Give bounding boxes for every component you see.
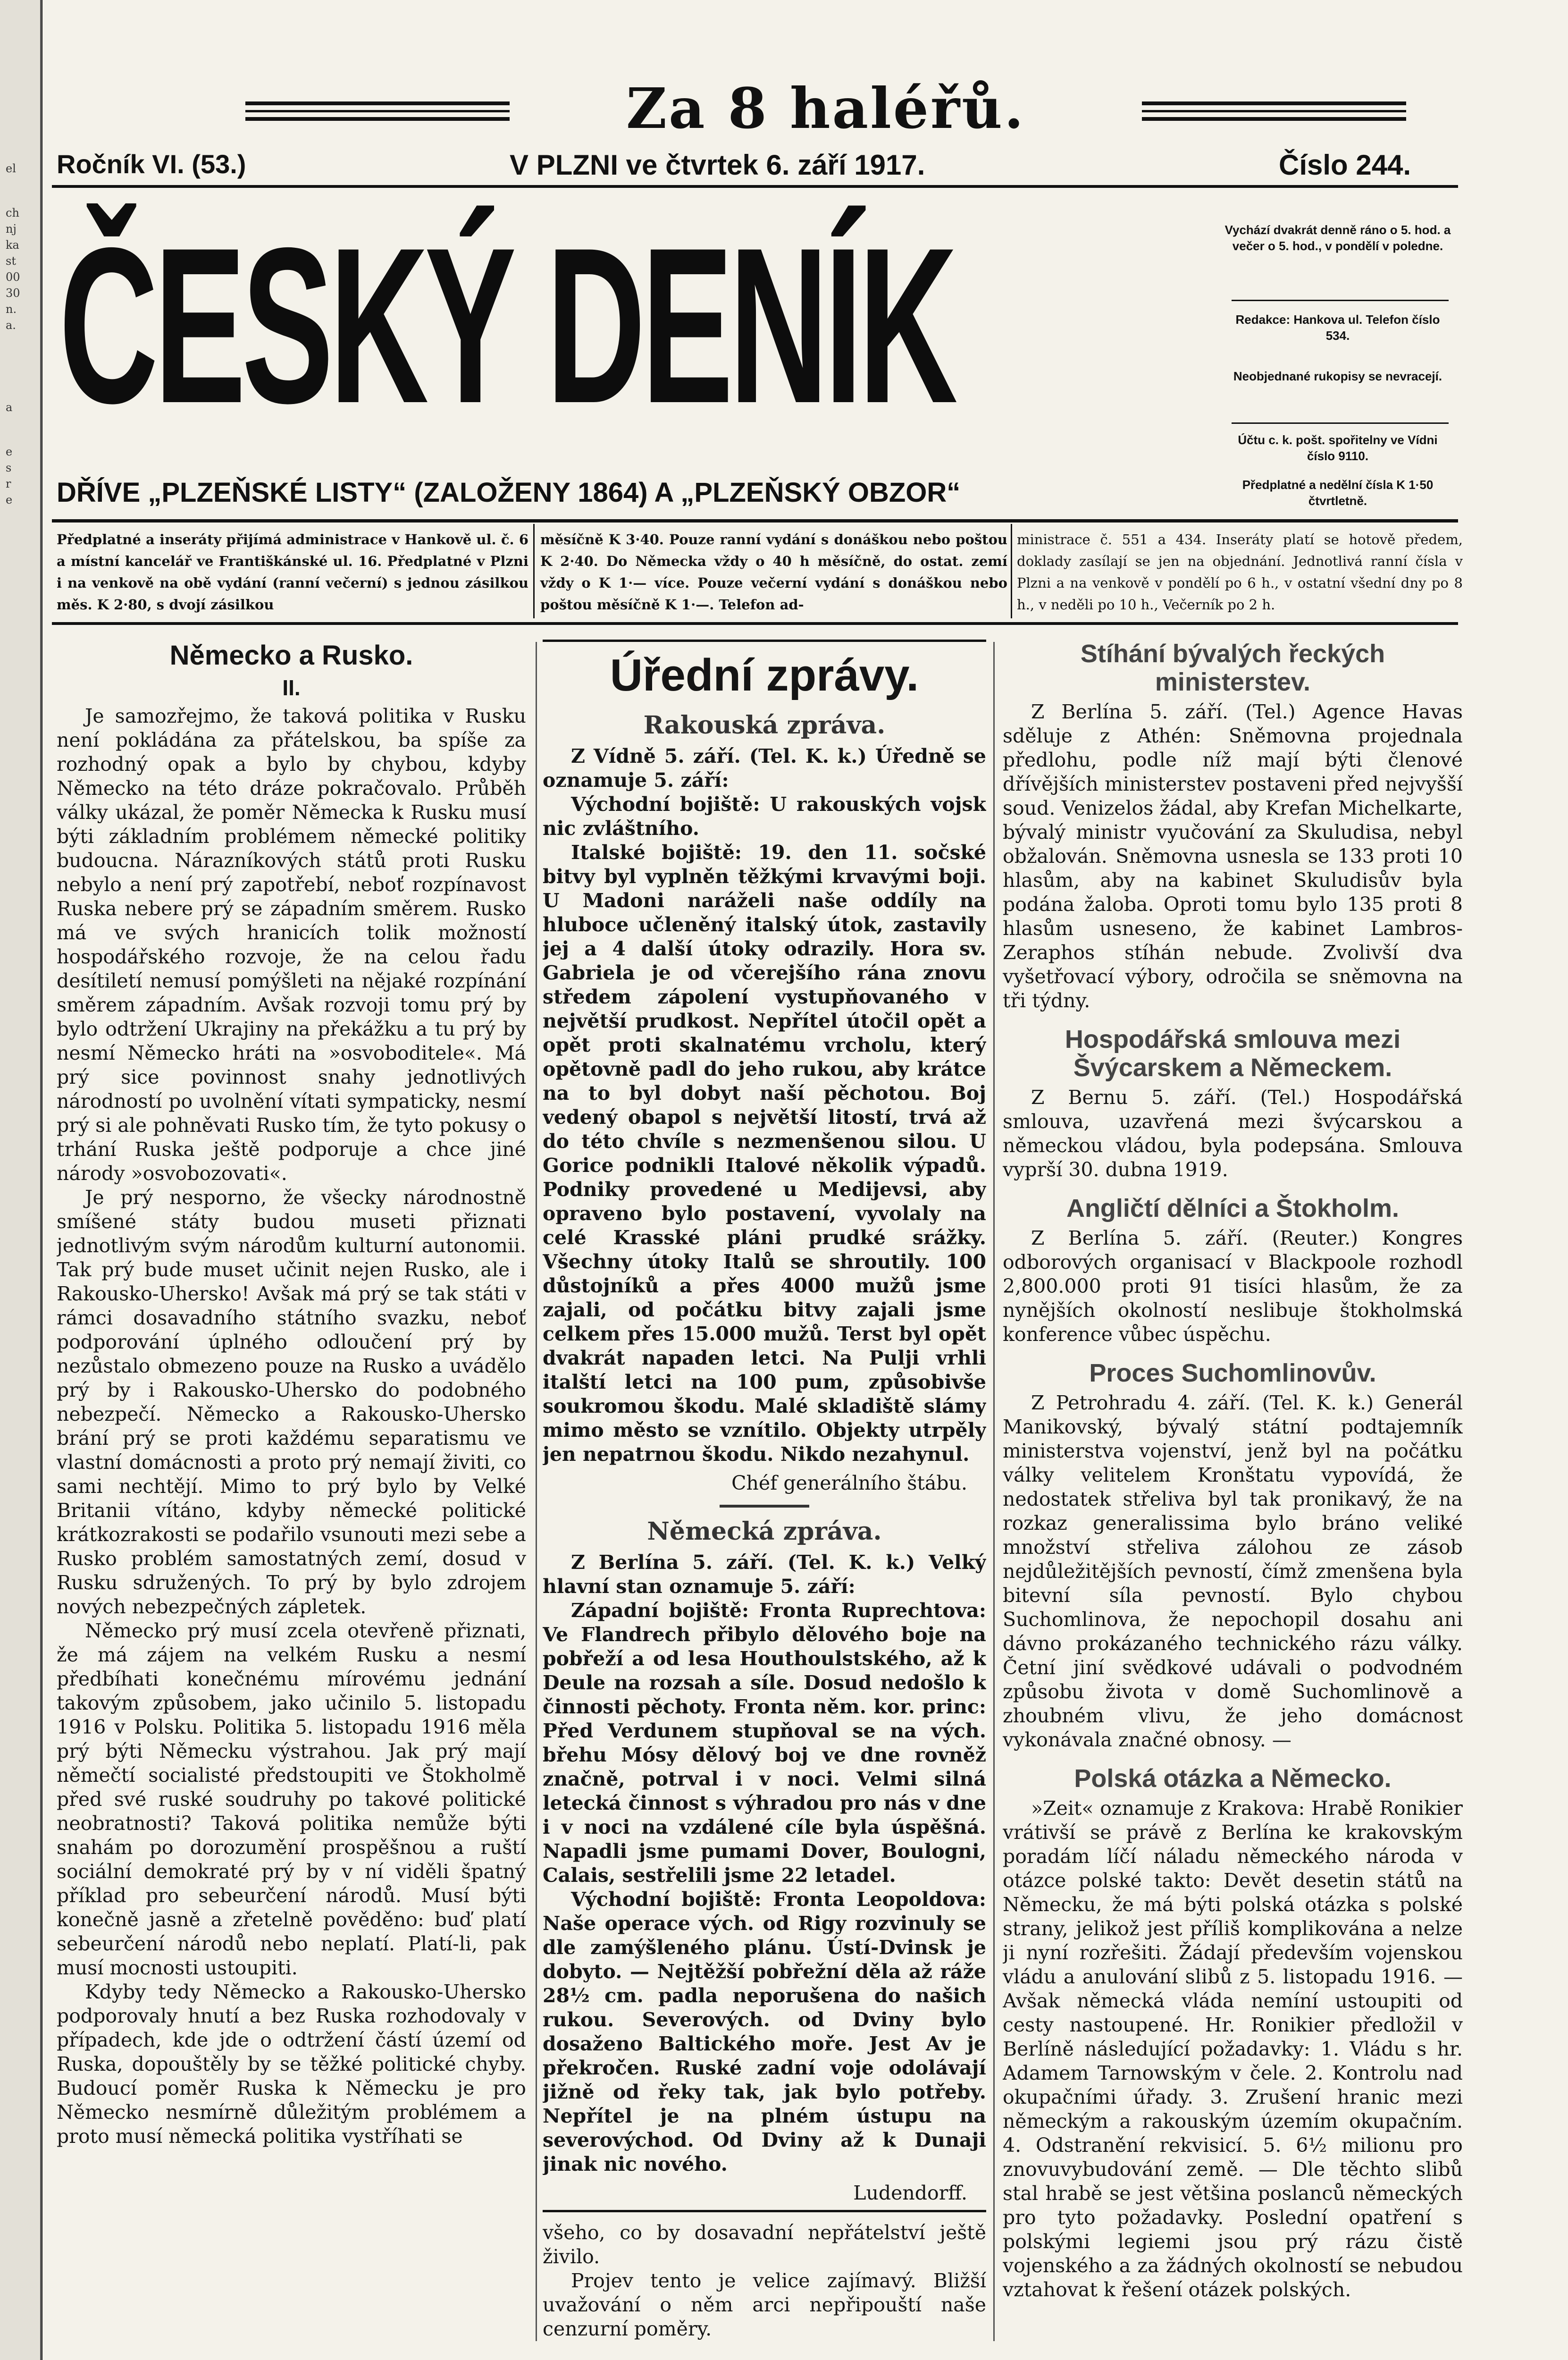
news-text: Z Petrohradu 4. září. (Tel. K. k.) Generál Manikovský, bývalý státní podtajemník ministerstva vojenství, jenž byl na počátku války velitelem Kronštatu vypovídá, že nedostatek střeliva byl tak pronikavý, že na rozkaz generalissima bylo bráno veliké množství střeliva zálohou ze zásob nejdůležitějších pevností, čímž zmenšena byla bitevní síla pevností. Bylo chybou Suchomlinova, že nepochopil dosahu ani dávno prokázaného technického rázu války. Četní jiní svědkové udávali o podvodném způsobu života v domě Suchomlinově a zhoubném vlivu, že jeho domácnost vykonávala značné obnosy. — [1003, 1391, 1463, 1751]
price-info: Předplatné a nedělní čísla K 1·50 čtvrtletně. [1242, 478, 1434, 508]
austrian-report-signature: Chéf generálního štábu. [731, 1472, 967, 1494]
paragraph: Kdyby tedy Německo a Rakousko-Uhersko podporovaly hnutí a bez Ruska rozhodovaly v případech, kde jde o odtržení částí území od Ruska, dopouštěly by se těžké politické chyby. Budoucí poměr Ruska k Německu je pro Německo nesmírně důležitým problémem a proto musí německá politika vystříhati se [57, 1981, 526, 2148]
masthead-subtitle: DŘÍVE „PLZEŇSKÉ LISTY“ (ZALOŽENY 1864) A „PLZEŇSKÝ OBZOR“ [57, 477, 961, 508]
reports-title: Úřední zprávy. [610, 650, 919, 700]
news-text: Z Berlína 5. září. (Reuter.) Kongres odborových organisací v Blackpoole rozhodl 2,800.000 proti 91 tisíci hlasům, že za nynějších okolností neslibuje štokholmská konference vůbec úspěchu. [1003, 1227, 1463, 1346]
account-info: Účtu c. k. pošt. spořitelny ve Vídni číslo 9110. [1238, 433, 1438, 463]
paragraph: všeho, co by dosavadní nepřátelství ještě živilo. [543, 2221, 986, 2268]
dateline: V PLZNI ve čtvrtek 6. září 1917. [510, 149, 925, 181]
issue-number: Číslo 244. [1279, 149, 1411, 181]
paragraph: Východní bojiště: Fronta Leopoldova: Naše operace vých. od Rigy rozvinuly se dle zamýšleného plánu. Ústí-Dvinsk je dobyto. — Nejtěžší pobřežní děla až ráže 28½ cm. padla neporušena do našich rukou. Severových. od Dviny bylo dosaženo Baltického moře. Jest Av je překročen. Ruské zadní voje odolávají jižně od řeky tak, jak bylo potřeby. Nepřítel je na plném ústupu na severovýchod. Od Dviny až k Dunaji jinak nic nového. [543, 1888, 986, 2175]
price-rule-left [245, 110, 510, 112]
austrian-report-heading: Rakouská zpráva. [643, 711, 886, 740]
fold-text: st [6, 254, 16, 268]
adjacent-page-edge [0, 0, 42, 2360]
fold-text: s [6, 461, 12, 474]
paragraph: Je prý nesporno, že všecky národnostně smíšené státy budou museti přiznati jednotlivým svým národům kulturní autonomii. Tak prý bude muset učinit nejen Rusko, ale i Rakousko-Uhersko! Avšak má prý se tak státi v rámci dosavadního státního svazku, neboť podporování úplného odloučení prý by nezůstalo obmezeno pouze na Rusko a uvádělo prý by i Rakousko-Uhersko do podobného nebezpečí. Německo a Rakousko-Uhersko brání prý se proti každému separatismu ve vlastní domácnosti a proto prý nemají živiti, co sami nechtějí. Mimo to prý bylo by Velké Britanii vítáno, kdyby německé politické krátkozrakosti se podařilo vsunouti mezi sebe a Rusko problém samostatných zemí, dosud v Rusku sdružených. To prý by bylo zdrojem nových nebezpečných zápletek. [57, 1186, 526, 1618]
news-title: Proces Suchomlinovův. [1089, 1359, 1376, 1387]
paragraph: Projev tento je velice zajímavý. Bližší uvažování o něm arci nepřipouští naše cenzurní poměry. [543, 2269, 986, 2340]
strip-divider [1011, 524, 1012, 618]
news-title: Hospodářská smlouva mezi Švýcarskem a Německem. [1065, 1025, 1401, 1082]
paragraph: Italské bojiště: 19. den 11. sočské bitvy byl vyplněn těžkými krvavými boji. U Madoni naráželi naše oddíly na hluboce učleněný italský útok, zastavily jej a 4 další útoky odrazily. Hora sv. Gabriela je od včerejšího rána znovu středem zápolení vystupňovaného v největší prudkost. Nepřítel útočil opět a opět proti skalnatému vrcholu, který opětovně padl do jeho rukou, aby krátce na to byl dobyt naší pěchotou. Boj vedený obapol s největší litostí, trvá až do této chvíle s nezmenšenou silou. U Gorice podnikli Italové několik výpadů. Podniky provedené u Medijevsi, aby opraveno bylo postavení, vyvolaly na celé Krasské pláni prudké srážky. Všechny útoky Italů se shroutily. 100 důstojníků a přes 4000 mužů jsme zajali, od počátku bitvy zajali jsme celkem přes 15.000 mužů. Terst byl opět dvakrát napaden letci. Na Pulji vrhli italští letci na 100 pum, způsobivše soukromou škodu. Malé skladiště slámy mimo město se vznítilo. Objekty utrpěly jen nepatrnou škodu. Nikdo nezahynul. [543, 841, 986, 1466]
fold-text: a [6, 401, 13, 414]
price-rule-left [245, 101, 510, 105]
masthead-title: ČESKÝ DENÍK [59, 202, 954, 449]
manuscripts-info: Neobjednané rukopisy se nevracejí. [1233, 369, 1442, 383]
section-rule [543, 640, 986, 642]
subscription-part-2: měsíčně K 3·40. Pouze ranní vydání s donáškou nebo poštou K 2·40. Do Německa vždy o 40 h měsíčně, do ostat. zemí vždy o K 1·— více. Pouze večerní vydání s donáškou nebo poštou měsíčně K 1·—. Telefon ad- [540, 531, 1007, 613]
price-rule-right [1142, 101, 1406, 105]
price-rule-right [1142, 117, 1406, 121]
news-text: Z Berlína 5. září. (Tel.) Agence Havas sděluje z Athén: Sněmovna projednala předlohu, podle níž mají býti členové dřívějších ministerstev postaveni před nejvyšší soud. Venizelos žádal, aby Krefan Michelkarte, bývalý ministr vyučování za Skuludisa, nebyl obžalován. Sněmovna usnesla se 133 proti 10 hlasům, aby na kabinet Skuludisův byla podána žaloba. Oproti tomu bylo 135 proti 8 hlasům usneseno, že kabinet Lambros-Zeraphos stíhán nebude. Zvolivší dva vyšetřovací výbory, odročila se sněmovna na tři týdny. [1003, 700, 1463, 1012]
fold-text: a. [6, 319, 16, 332]
price-line: Za 8 haléřů. [626, 76, 1026, 141]
fold-text: 00 [6, 270, 20, 284]
strip-rule-bottom [52, 622, 1458, 625]
strip-rule-top [52, 519, 1458, 523]
newspaper-page [42, 0, 1568, 2360]
column-rule [993, 642, 995, 2341]
fold-text: r [6, 477, 11, 490]
volume-label: Ročník VI. (53.) [57, 149, 246, 179]
publish-info: Vychází dvakrát denně ráno o 5. hod. a večer o 5. hod., v pondělí v poledne. [1224, 223, 1451, 253]
subscription-part-1: Předplatné a inseráty přijímá administrace v Hankově ul. č. 6 a místní kancelář ve Františkánské ul. 16. Předplatné v Plzni i na venkově na obě vydání (ranní večerní) s jednou zásilkou měs. K 2·80, s dvojí zásilkou [57, 531, 528, 613]
paragraph: Z Berlína 5. září. (Tel. K. k.) Velký hlavní stan oznamuje 5. září: [543, 1551, 986, 1598]
german-report-signature: Ludendorff. [853, 2182, 967, 2204]
paragraph: Německo prý musí zcela otevřeně přiznati, že má zájem na velkém Rusku a nesmí předbíhati konečnému mírovému jednání takovým způsobem, jako učinilo 5. listopadu 1916 v Polsku. Politika 5. listopadu 1916 měla prý býti Německu výstrahou. Jak prý mají němečtí socialisté předstoupiti ve Štokholmě před své ruské soudruhy po takové politické neobratnosti? Taková politika nemůže býti snahám po dorozumění prospěšnou a ruští sociální demokraté prý by v ní viděli špatný příklad pro sebeurčení národů. Musí býti konečně jasně a zřetelně pověděno: buď platí sebeurčení národů nebo neplatí. Platí-li, pak musí mocnosti ustoupiti. [57, 1619, 526, 1979]
column-rule [536, 642, 537, 2341]
news-title: Stíhání bývalých řeckých ministerstev. [1080, 640, 1385, 696]
price-rule-left [245, 117, 510, 121]
german-report-heading: Německá zpráva. [647, 1517, 882, 1546]
news-text: Z Bernu 5. září. (Tel.) Hospodářská smlouva, uzavřená mezi švýcarskou a německou vládou, byla podepsána. Smlouva vyprší 30. dubna 1919. [1003, 1086, 1463, 1181]
news-title: Angličtí dělníci a Štokholm. [1066, 1194, 1400, 1222]
separator [720, 1505, 809, 1508]
header-rule [52, 185, 1458, 188]
paragraph: Je samozřejmo, že taková politika v Rusku není pokládána za přátelskou, ba spíše za rozhodný opak a bylo by chybou, kdyby Německo na této dráze pokračovalo. Průběh války ukázal, že poměr Německa k Rusku musí býti základním problémem německé politiky budoucna. Nárazníkových států proti Rusku nebylo a není prý zapotřebí, neboť rozpínavost Ruska nebere prý se západním směrem. Rusko má ve svých hranicích tolik možností hospodářského rozvoje, že na celou řadu desítiletí nemusí pomýšleti na nějaké rozpínání směrem západním. Avšak rozvoji tomu prý by bylo odtržení Ukrajiny na překážku a tu prý by nesmí Německo hráti na »osvoboditele«. Má prý sice povinnost snahy jednotlivých národností po uvolnění vítati sympaticky, nesmí prý si ale pohněvati Rusko tím, že tyto pokusy o trhání Ruska ještě podporuje a chce jiné národy »osvobozovati«. [57, 705, 526, 1185]
fold-text: nj [6, 222, 17, 236]
fold-text: e [6, 493, 13, 506]
price-rule-right [1142, 110, 1406, 112]
article-title: Německo a Rusko. [169, 640, 413, 671]
strip-divider [533, 524, 535, 618]
fold-text: n. [6, 303, 17, 316]
paragraph: Západní bojiště: Fronta Ruprechtova: Ve Flandrech přibylo dělového boje na pobřeží a od lesa Houthoulstského, až k Deule na rozsah a síle. Dosud nedošlo k činnosti pěchoty. Fronta něm. kor. princ: Před Verdunem stupňoval se na vých. břehu Mósy dělový boj ve dne rovněž značně, potrval i v noci. Velmi silná letecká činnost s výhradou pro nás v dne i v noci na vzdálené cíle byla úspěšná. Napadli jsme pumami Dover, Boulogni, Calais, sestřelili jsme 22 letadel. [543, 1599, 986, 1887]
editorial-info: Redakce: Hankova ul. Telefon číslo 534. [1235, 312, 1440, 343]
news-text: »Zeit« oznamuje z Krakova: Hrabě Ronikier vrátivší se právě z Berlína ke krakovským poradám líčí náladu německého národa v otázce polské takto: Devět desetin států na Německu, že má býti polská otázka s polské strany, jelikož jest příliš komplikována a nelze ji nyní rozřešiti. Žádají především vojenskou vládu a anulování slibů z 5. listopadu 1916. — Avšak německá vláda nemíní ustoupiti od cesty nastoupené. Hr. Ronikier předložil v Berlíně následující požadavky: 1. Vládu s hr. Adamem Tarnowským v čele. 2. Kontrolu nad okupačními úřady. 3. Zrušení hranic mezi německým a rakouským územím okupačním. 4. Odstranění rekvisicí. 5. 6½ milionu pro znovuvybudování země. — Dle těchto slibů stal hrabě se jest většina poslanců německých pro tyto požadavky. Poslední opatření s polskými legiemi jsou prý rázu čistě vojenského a za žádných okolností se nebudou vztahovat k řešení otázek polských. [1003, 1797, 1463, 2301]
official-reports [543, 640, 986, 2353]
article-germany-russia [57, 640, 526, 2353]
section-rule [543, 2210, 986, 2212]
paragraph: Z Vídně 5. září. (Tel. K. k.) Úředně se oznamuje 5. září: [543, 745, 986, 792]
article-part: II. [282, 675, 301, 700]
subscription-part-3: ministrace č. 551 a 434. Inseráty platí se hotově předem, doklady zasílají se jen na objednání. Jednotlivá ranní čísla v Plzni a na venkově v pondělí po 6 h., v ostatní všední dny po 8 h., v neděli po 10 h., Večerník po 2 h. [1017, 531, 1463, 613]
fold-text: el [6, 162, 16, 175]
paragraph: Východní bojiště: U rakouských vojsk nic zvláštního. [543, 793, 986, 840]
fold-text: ka [6, 238, 19, 252]
fold-text: ch [6, 206, 19, 219]
info-rule [1232, 300, 1449, 301]
fold-text: 30 [6, 287, 20, 300]
info-rule [1232, 422, 1449, 424]
fold-text: e [6, 445, 13, 458]
news-column [1003, 640, 1463, 2353]
news-title: Polská otázka a Německo. [1074, 1764, 1392, 1793]
